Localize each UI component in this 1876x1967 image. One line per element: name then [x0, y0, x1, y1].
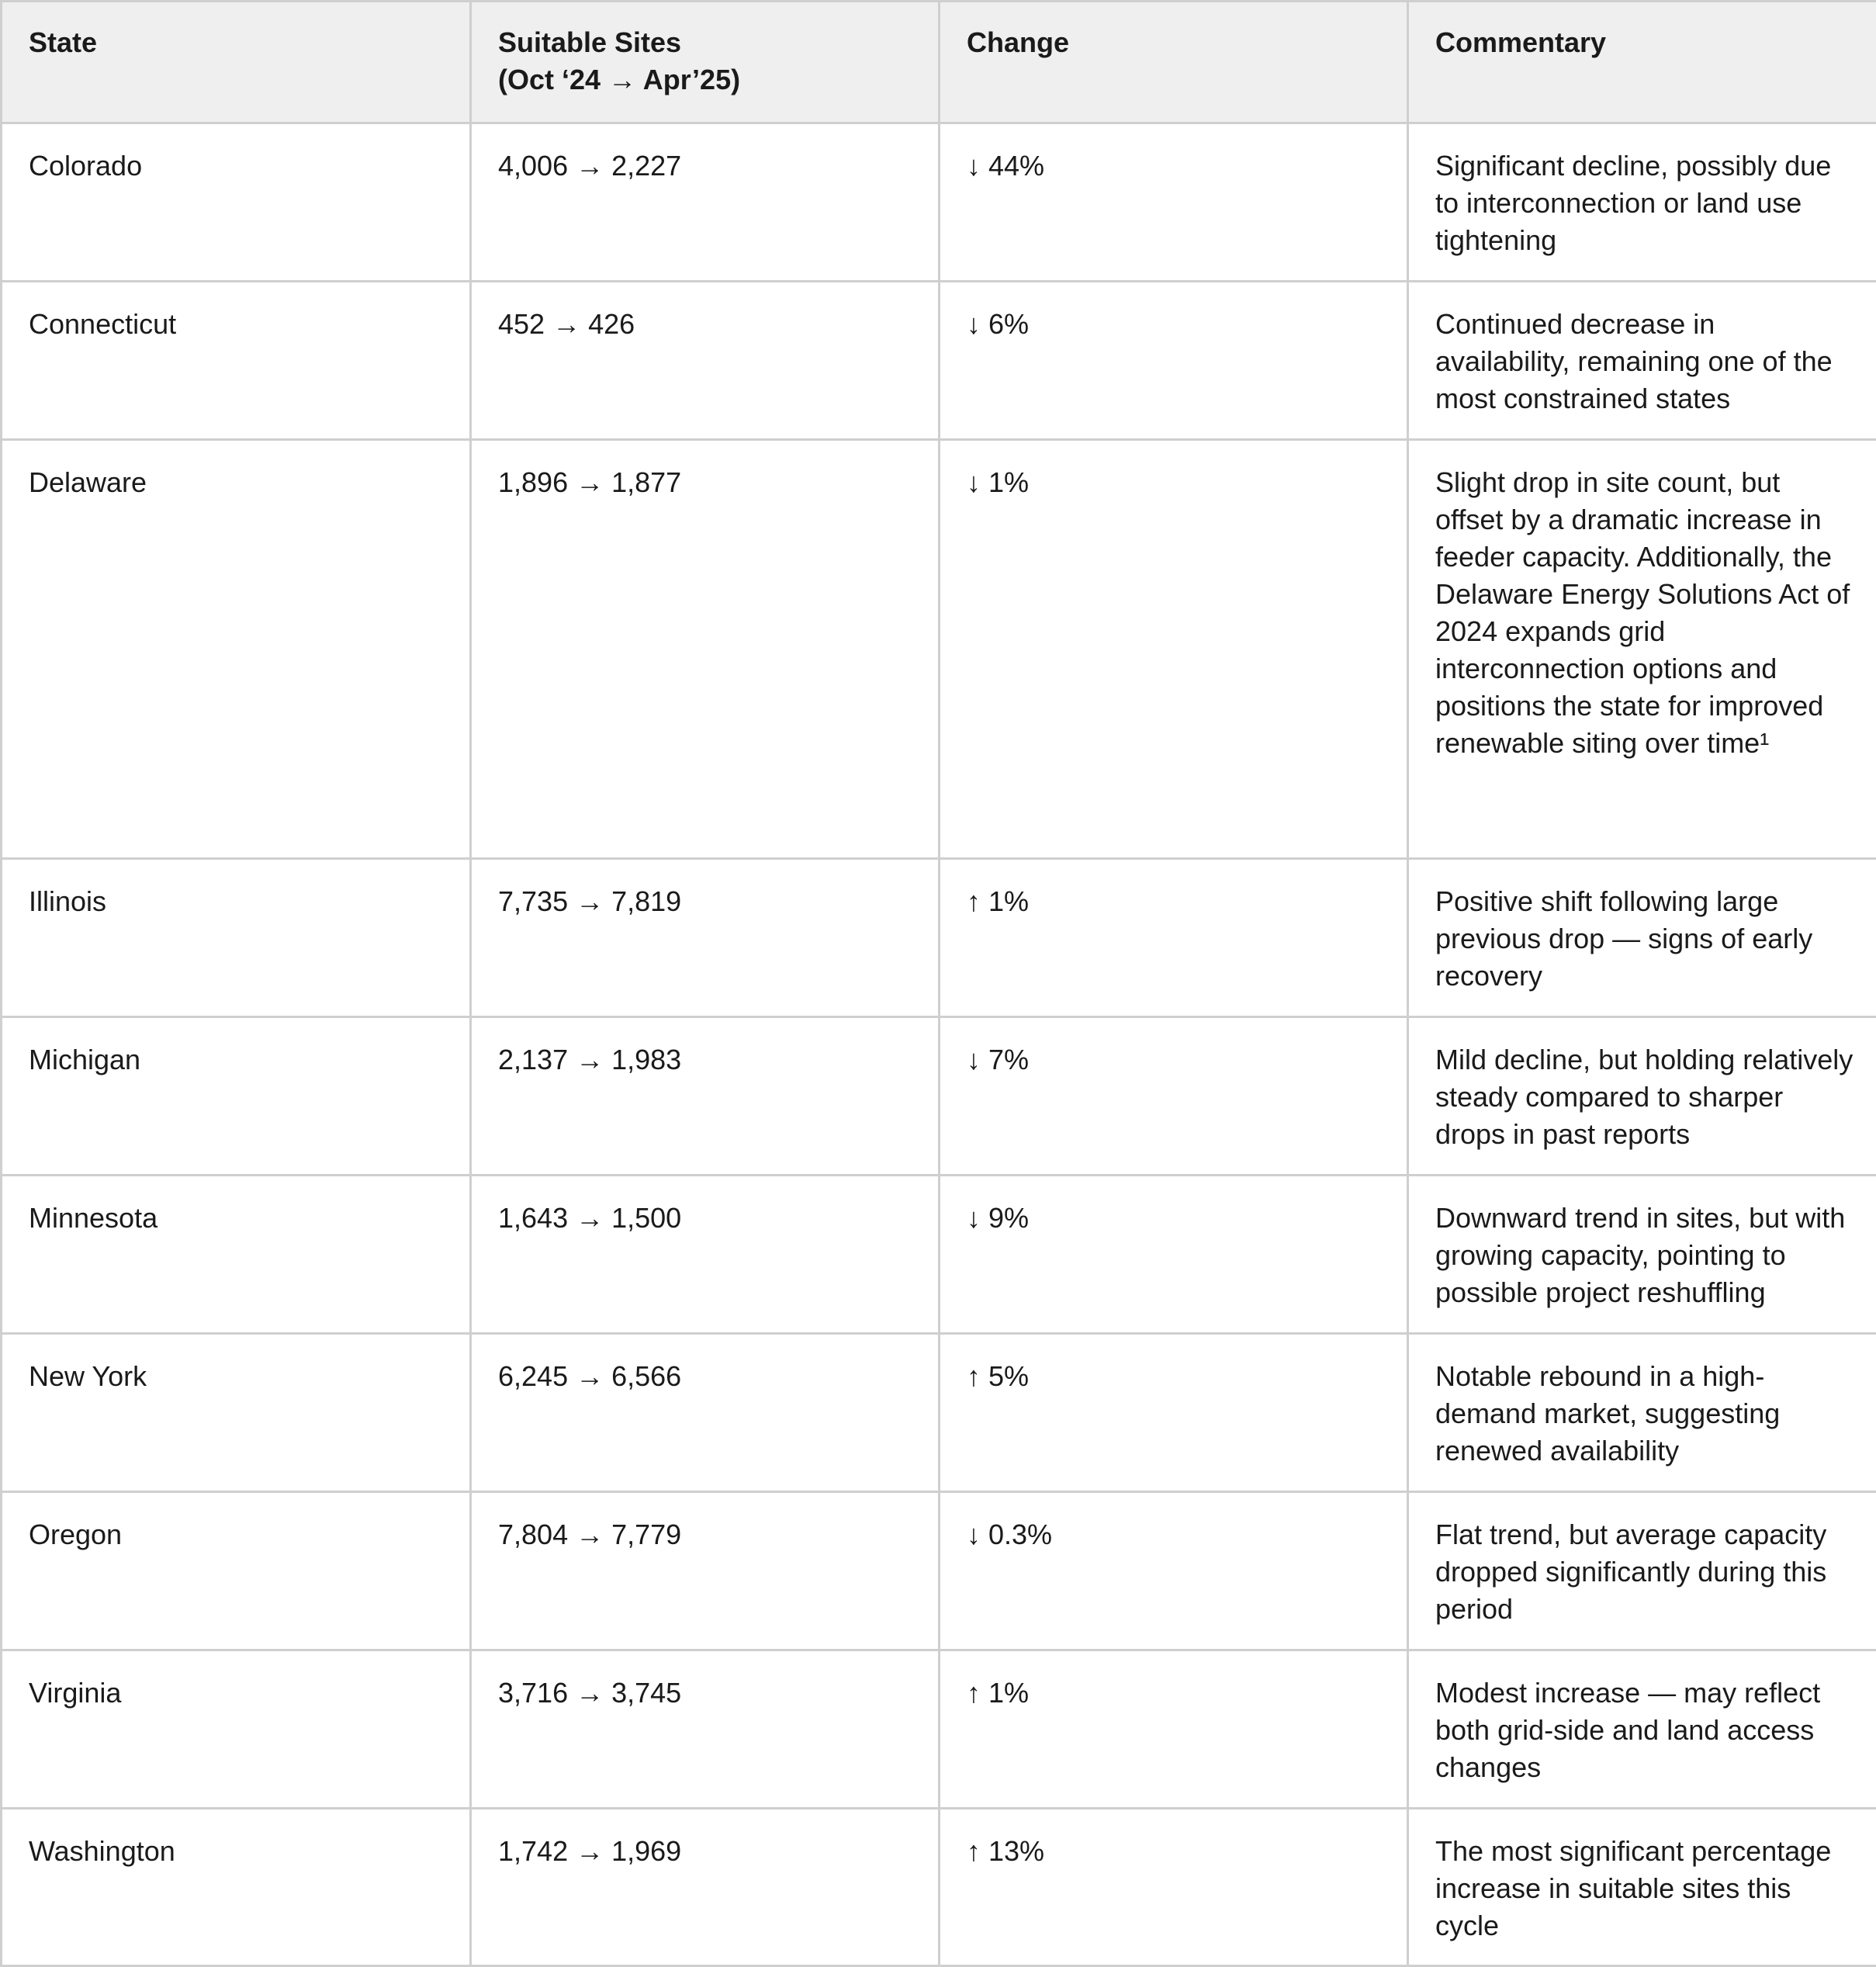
cell-commentary: Slight drop in site count, but offset by a dramatic increase in feeder capacity. Additionally, the Delaware Energy Solutions Act of 2024 expands grid interconnection options and positions the state for improved renewable siting over time¹	[1408, 440, 1876, 859]
cell-change: ↑ 1%	[940, 1650, 1408, 1809]
table-row	[2, 123, 1876, 282]
cell-commentary: Notable rebound in a high-demand market, suggesting renewed availability	[1408, 1334, 1876, 1492]
cell-state: Michigan	[2, 1017, 471, 1176]
cell-commentary: Flat trend, but average capacity dropped significantly during this period	[1408, 1492, 1876, 1650]
table-header-row	[2, 2, 1876, 123]
cell-change: ↓ 1%	[940, 440, 1408, 859]
cell-change: ↓ 44%	[940, 123, 1408, 282]
cell-sites: 1,742 → 1,969	[471, 1809, 940, 1966]
header-commentary: Commentary	[1408, 2, 1876, 123]
cell-state: Connecticut	[2, 282, 471, 440]
cell-state: New York	[2, 1334, 471, 1492]
cell-state: Oregon	[2, 1492, 471, 1650]
table-row	[2, 282, 1876, 440]
cell-change: ↓ 6%	[940, 282, 1408, 440]
cell-sites: 4,006 → 2,227	[471, 123, 940, 282]
header-suitable-sites-title: Suitable Sites	[498, 24, 913, 61]
cell-change: ↓ 9%	[940, 1176, 1408, 1334]
cell-commentary: Mild decline, but holding relatively steady compared to sharper drops in past reports	[1408, 1017, 1876, 1176]
cell-state: Washington	[2, 1809, 471, 1966]
table-row	[2, 1809, 1876, 1966]
cell-sites: 6,245 → 6,566	[471, 1334, 940, 1492]
cell-change: ↑ 13%	[940, 1809, 1408, 1966]
cell-state: Delaware	[2, 440, 471, 859]
cell-sites: 3,716 → 3,745	[471, 1650, 940, 1809]
cell-state: Illinois	[2, 859, 471, 1017]
table-row	[2, 1017, 1876, 1176]
table-row	[2, 1650, 1876, 1809]
cell-sites: 7,804 → 7,779	[471, 1492, 940, 1650]
cell-change: ↑ 5%	[940, 1334, 1408, 1492]
cell-commentary: Modest increase — may reflect both grid-side and land access changes	[1408, 1650, 1876, 1809]
cell-commentary: Significant decline, possibly due to interconnection or land use tightening	[1408, 123, 1876, 282]
cell-change: ↑ 1%	[940, 859, 1408, 1017]
cell-sites: 7,735 → 7,819	[471, 859, 940, 1017]
cell-state: Minnesota	[2, 1176, 471, 1334]
header-state: State	[2, 2, 471, 123]
table-row	[2, 1492, 1876, 1650]
header-suitable-sites	[471, 2, 940, 123]
cell-state: Virginia	[2, 1650, 471, 1809]
table-row	[2, 859, 1876, 1017]
cell-commentary: Downward trend in sites, but with growing capacity, pointing to possible project reshuffling	[1408, 1176, 1876, 1334]
table-row	[2, 1176, 1876, 1334]
cell-sites: 2,137 → 1,983	[471, 1017, 940, 1176]
cell-state: Colorado	[2, 123, 471, 282]
cell-change: ↓ 0.3%	[940, 1492, 1408, 1650]
header-suitable-sites-period: (Oct ‘24 → Apr’25)	[498, 61, 913, 99]
cell-commentary: Positive shift following large previous drop — signs of early recovery	[1408, 859, 1876, 1017]
cell-commentary: The most significant percentage increase in suitable sites this cycle	[1408, 1809, 1876, 1966]
cell-sites: 452 → 426	[471, 282, 940, 440]
header-change: Change	[940, 2, 1408, 123]
table-row	[2, 440, 1876, 859]
cell-sites: 1,643 → 1,500	[471, 1176, 940, 1334]
cell-commentary: Continued decrease in availability, remaining one of the most constrained states	[1408, 282, 1876, 440]
cell-change: ↓ 7%	[940, 1017, 1408, 1176]
cell-sites: 1,896 → 1,877	[471, 440, 940, 859]
table-row	[2, 1334, 1876, 1492]
